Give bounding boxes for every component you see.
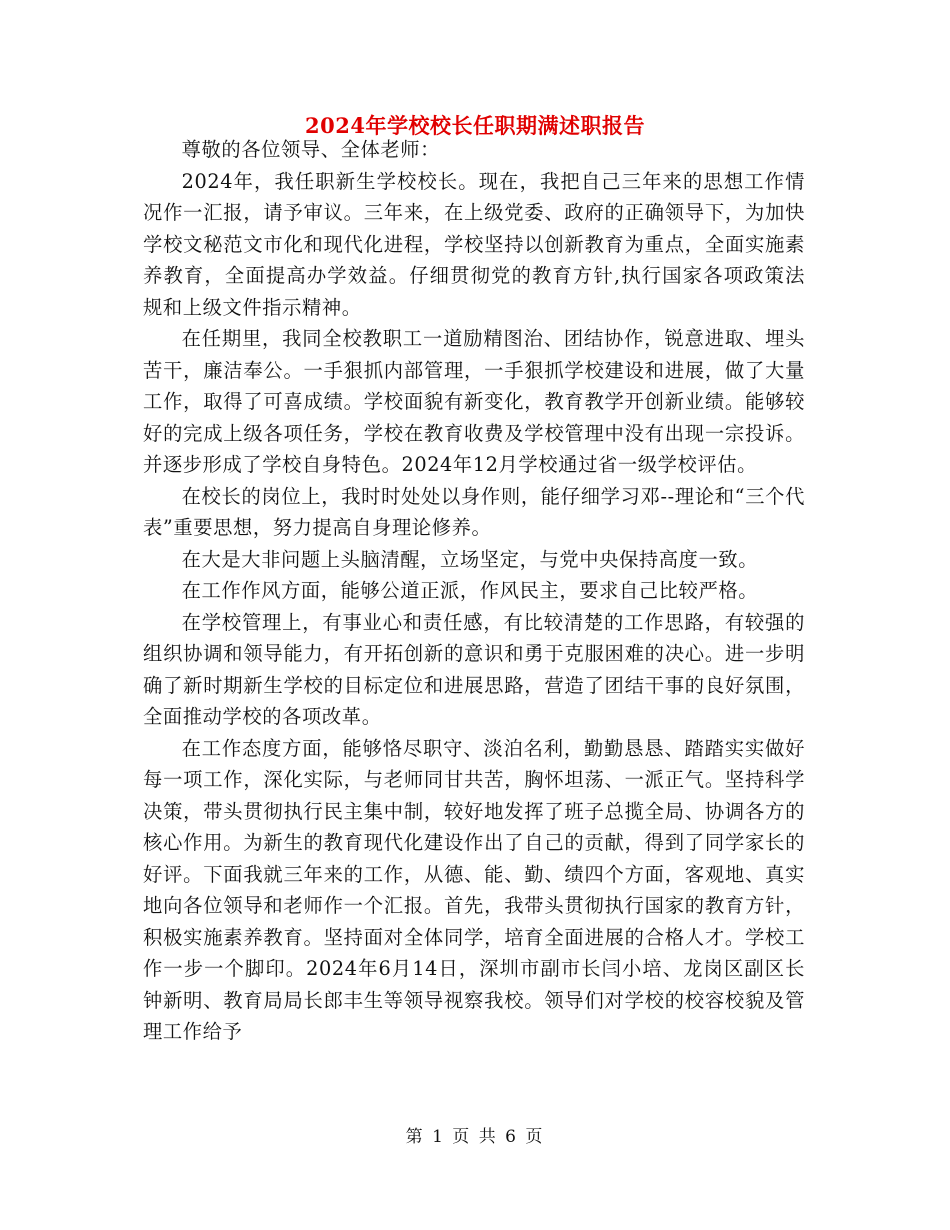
salutation-paragraph: 尊敬的各位领导、全体老师： xyxy=(181,138,441,161)
body-paragraph: 在学校管理上，有事业心和责任感，有比较清楚的工作思路，有较强的组织协调和领导能力，有开拓创新的意识和勇于克服困难的决心。进一步明确了新时期新生学校的目标定位和进展思路，营造了团结干事的良好氛围，全面推动学校的各项改革。 xyxy=(143,610,805,728)
body-paragraph: 2024年，我任职新生学校校长。现在，我把自己三年来的思想工作情况作一汇报，请予审议。三年来，在上级党委、政府的正确领导下，为加快学校文秘范文市化和现代化进程，学校坚持以创新教育为重点，全面实施素养教育，全面提高办学效益。仔细贯彻党的教育方针,执行国家各项政策法规和上级文件指示精神。 xyxy=(143,169,805,319)
body-paragraph: 在任期里，我同全校教职工一道励精图治、团结协作，锐意进取、埋头苦干，廉洁奉公。一手狠抓内部管理，一手狠抓学校建设和进展，做了大量工作，取得了可喜成绩。学校面貌有新变化，教育教学开创新业绩。能够较好的完成上级各项任务，学校在教育收费及学校管理中没有出现一宗投诉。并逐步形成了学校自身特色。2024年12月学校通过省一级学校评估。 xyxy=(143,327,805,476)
body-paragraph: 在工作态度方面，能够恪尽职守、淡泊名利，勤勤恳恳、踏踏实实做好每一项工作，深化实际，与老师同甘共苦，胸怀坦荡、一派正气。坚持科学决策，带头贯彻执行民主集中制，较好地发挥了班子总揽全局、协调各方的核心作用。为新生的教育现代化建设作出了自己的贡献，得到了同学家长的好评。下面我就三年来的工作，从德、能、勤、绩四个方面，客观地、真实地向各位领导和老师作一个汇报。首先，我带头贯彻执行国家的教育方针，积极实施素养教育。坚持面对全体同学，培育全面进展的合格人才。学校工作一步一个脚印。2024年6月14日，深圳市副市长闫小培、龙岗区副区长钟新明、教育局局长郎丰生等领导视察我校。领导们对学校的校容校貌及管理工作给予 xyxy=(143,736,805,1043)
page-number-footer: 第 1 页 共 6 页 xyxy=(405,1127,545,1147)
body-paragraph: 在大是大非问题上头脑清醒，立场坚定，与党中央保持高度一致。 xyxy=(181,547,759,571)
document-body xyxy=(143,134,805,1048)
document-title: 2024年学校校长任职期满述职报告 xyxy=(305,113,645,138)
body-paragraph: 在校长的岗位上，我时时处处以身作则，能仔细学习邓--理论和“三个代表”重要思想，努力提高自身理论修养。 xyxy=(143,484,805,539)
body-paragraph: 在工作作风方面，能够公道正派，作风民主，要求自己比较严格。 xyxy=(181,579,759,602)
